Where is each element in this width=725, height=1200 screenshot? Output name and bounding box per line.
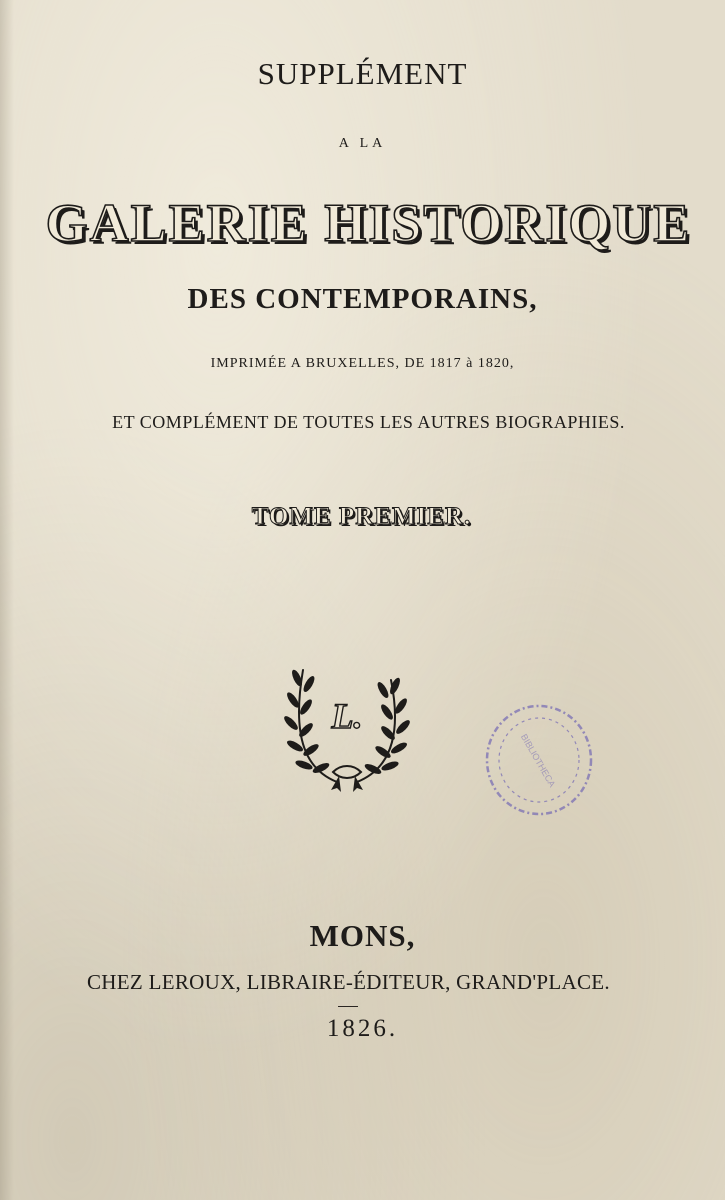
- wreath-monogram: L.: [331, 696, 363, 736]
- divider-rule: [338, 1006, 358, 1007]
- supplement-heading: SUPPLÉMENT: [257, 56, 468, 91]
- city-name: MONS,: [309, 918, 416, 953]
- laurel-wreath-icon: [277, 660, 417, 795]
- library-stamp-icon: [483, 700, 603, 820]
- connector-text: A LA: [338, 136, 387, 151]
- publication-year: 1826.: [326, 1015, 399, 1042]
- stamp-text: BIBLIOTHECA: [518, 732, 558, 789]
- main-title: GALERIE HISTORIQUE: [45, 193, 692, 253]
- imprint-note: IMPRIMÉE A BRUXELLES, DE 1817 à 1820,: [210, 356, 515, 371]
- subtitle: DES CONTEMPORAINS,: [187, 283, 538, 315]
- publisher-line: CHEZ LEROUX, LIBRAIRE-ÉDITEUR, GRAND'PLACE.: [87, 970, 610, 994]
- complement-line: ET COMPLÉMENT DE TOUTES LES AUTRES BIOGRAPHIES.: [112, 412, 625, 432]
- volume-label: TOME PREMIER.: [251, 503, 472, 530]
